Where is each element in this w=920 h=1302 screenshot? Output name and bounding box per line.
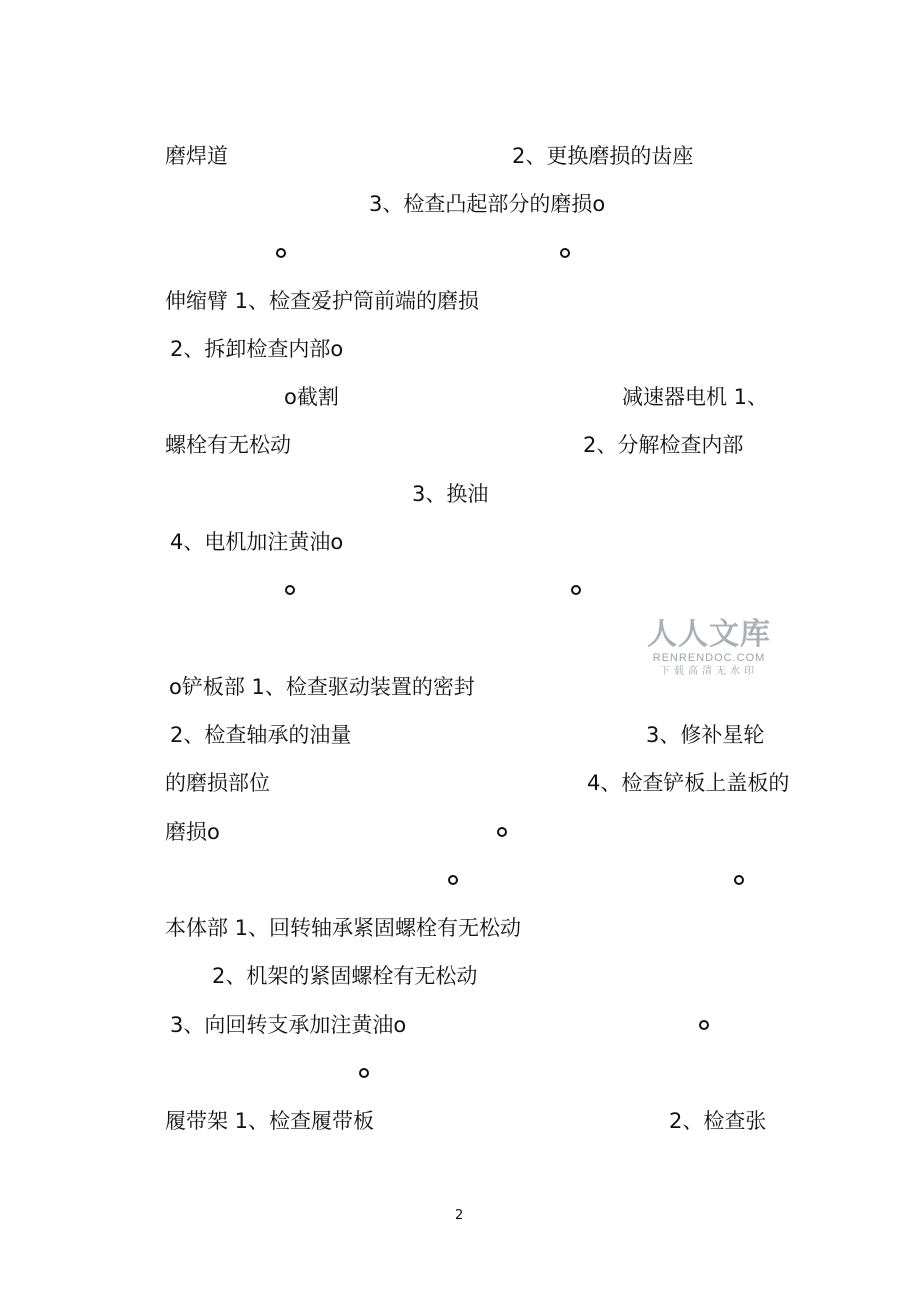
bullet-circle-icon	[285, 585, 295, 595]
watermark-site: RENRENDOC.COM	[652, 652, 766, 664]
text-line: o截割	[284, 385, 339, 409]
watermark-title: 人人文库	[647, 617, 771, 652]
bullet-circle-icon	[359, 1068, 369, 1078]
bullet-circle-icon	[276, 248, 286, 258]
text-line: 3、向回转支承加注黄油o	[170, 1013, 407, 1037]
bullet-circle-icon	[699, 1020, 709, 1030]
text-line: 伸缩臂 1、检查爱护筒前端的磨损	[165, 289, 480, 313]
text-line: 本体部 1、回转轴承紧固螺栓有无松动	[165, 916, 522, 940]
text-line: 减速器电机 1、	[622, 385, 769, 409]
text-line: 磨焊道	[165, 144, 228, 168]
text-line: 2、拆卸检查内部o	[170, 337, 344, 361]
text-line: 3、修补星轮	[646, 723, 765, 747]
watermark-subtitle: 下载高清无水印	[660, 666, 758, 677]
text-line: 2、检查张	[669, 1109, 767, 1133]
bullet-circle-icon	[734, 875, 744, 885]
text-line: 螺栓有无松动	[165, 433, 291, 457]
text-line: 3、换油	[412, 482, 489, 506]
bullet-circle-icon	[497, 827, 507, 837]
text-line: 2、机架的紧固螺栓有无松动	[212, 964, 478, 988]
watermark	[644, 618, 774, 678]
text-line: 2、更换磨损的齿座	[512, 144, 694, 168]
text-line: 4、电机加注黄油o	[170, 530, 344, 554]
text-line: 磨损o	[165, 820, 220, 844]
text-line: 2、分解检查内部	[583, 433, 744, 457]
text-line: 履带架 1、检查履带板	[165, 1109, 375, 1133]
page-number: 2	[455, 1208, 464, 1223]
bullet-circle-icon	[560, 248, 570, 258]
bullet-circle-icon	[448, 875, 458, 885]
text-line: 3、检查凸起部分的磨损o	[369, 192, 606, 216]
text-line: 4、检查铲板上盖板的	[587, 771, 790, 795]
text-line: o铲板部 1、检查驱动装置的密封	[169, 675, 475, 699]
bullet-circle-icon	[571, 585, 581, 595]
text-line: 2、检查轴承的油量	[170, 723, 352, 747]
text-line: 的磨损部位	[165, 771, 270, 795]
